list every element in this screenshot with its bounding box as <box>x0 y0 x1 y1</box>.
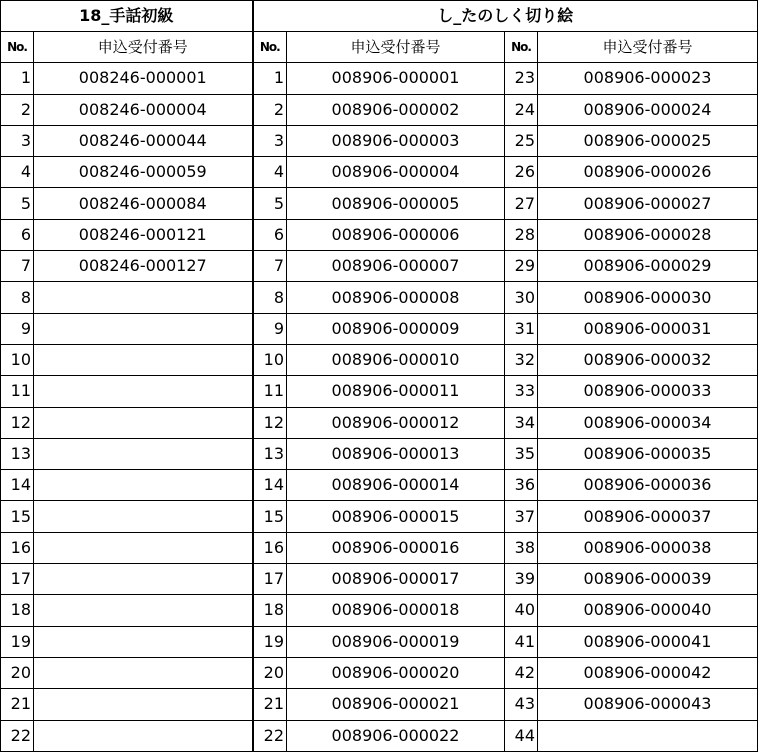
row-number: 18 <box>1 595 34 626</box>
row-number: 7 <box>253 251 287 282</box>
registration-code <box>34 657 253 688</box>
registration-code: 008906-000003 <box>287 125 505 156</box>
row-number: 28 <box>505 219 538 250</box>
row-number: 15 <box>253 501 287 532</box>
row-number: 36 <box>505 470 538 501</box>
registration-code: 008906-000007 <box>287 251 505 282</box>
row-number: 14 <box>1 470 34 501</box>
table-row <box>1 282 758 313</box>
row-number: 43 <box>505 689 538 720</box>
registration-code: 008246-000059 <box>34 157 253 188</box>
registration-code <box>34 407 253 438</box>
registration-code <box>34 532 253 563</box>
row-number: 10 <box>1 344 34 375</box>
registration-code: 008906-000012 <box>287 407 505 438</box>
row-number: 3 <box>1 125 34 156</box>
row-number: 30 <box>505 282 538 313</box>
row-number: 14 <box>253 470 287 501</box>
registration-code: 008906-000001 <box>287 63 505 94</box>
row-number: 27 <box>505 188 538 219</box>
table-row <box>1 251 758 282</box>
row-number: 1 <box>253 63 287 94</box>
registration-code <box>34 626 253 657</box>
header-no: No. <box>253 32 287 63</box>
registration-code: 008906-000035 <box>538 438 758 469</box>
registration-code: 008906-000040 <box>538 595 758 626</box>
registration-code: 008906-000036 <box>538 470 758 501</box>
registration-code: 008906-000009 <box>287 313 505 344</box>
registration-code: 008906-000023 <box>538 63 758 94</box>
table-row <box>1 94 758 125</box>
registration-code <box>34 438 253 469</box>
row-number: 9 <box>253 313 287 344</box>
registration-code <box>34 344 253 375</box>
row-number: 29 <box>505 251 538 282</box>
row-number: 26 <box>505 157 538 188</box>
row-number: 34 <box>505 407 538 438</box>
row-number: 6 <box>253 219 287 250</box>
table-row <box>1 564 758 595</box>
row-number: 13 <box>1 438 34 469</box>
registration-code: 008906-000010 <box>287 344 505 375</box>
registration-code: 008906-000034 <box>538 407 758 438</box>
row-number: 1 <box>1 63 34 94</box>
table-row <box>1 470 758 501</box>
row-number: 37 <box>505 501 538 532</box>
registration-code <box>34 564 253 595</box>
table-row <box>1 376 758 407</box>
row-number: 4 <box>1 157 34 188</box>
header-code: 申込受付番号 <box>538 32 758 63</box>
row-number: 13 <box>253 438 287 469</box>
registration-code: 008906-000022 <box>287 720 505 751</box>
section-title-left: 18_手話初級 <box>1 1 253 32</box>
row-number: 11 <box>1 376 34 407</box>
row-number: 24 <box>505 94 538 125</box>
row-number: 32 <box>505 344 538 375</box>
row-number: 16 <box>1 532 34 563</box>
table-row <box>1 501 758 532</box>
header-no: No. <box>1 32 34 63</box>
header-code: 申込受付番号 <box>34 32 253 63</box>
registration-code: 008906-000032 <box>538 344 758 375</box>
registration-code: 008906-000037 <box>538 501 758 532</box>
registration-code <box>34 689 253 720</box>
registration-code <box>538 720 758 751</box>
registration-code: 008906-000014 <box>287 470 505 501</box>
registration-code: 008906-000025 <box>538 125 758 156</box>
registration-code: 008906-000039 <box>538 564 758 595</box>
row-number: 3 <box>253 125 287 156</box>
registration-code: 008906-000028 <box>538 219 758 250</box>
row-number: 23 <box>505 63 538 94</box>
row-number: 21 <box>253 689 287 720</box>
registration-code: 008246-000127 <box>34 251 253 282</box>
row-number: 8 <box>253 282 287 313</box>
row-number: 21 <box>1 689 34 720</box>
section-title-right: し_たのしく切り絵 <box>253 1 758 32</box>
registration-code: 008906-000043 <box>538 689 758 720</box>
registration-code: 008906-000016 <box>287 532 505 563</box>
registration-code: 008246-000001 <box>34 63 253 94</box>
row-number: 20 <box>1 657 34 688</box>
row-number: 8 <box>1 282 34 313</box>
row-number: 11 <box>253 376 287 407</box>
table-row <box>1 626 758 657</box>
registration-code <box>34 376 253 407</box>
row-number: 38 <box>505 532 538 563</box>
registration-code: 008246-000121 <box>34 219 253 250</box>
row-number: 6 <box>1 219 34 250</box>
registration-code: 008906-000002 <box>287 94 505 125</box>
registration-code: 008906-000005 <box>287 188 505 219</box>
row-number: 39 <box>505 564 538 595</box>
row-number: 22 <box>253 720 287 751</box>
row-number: 17 <box>253 564 287 595</box>
row-number: 33 <box>505 376 538 407</box>
registration-code: 008906-000019 <box>287 626 505 657</box>
row-number: 19 <box>253 626 287 657</box>
table-row <box>1 438 758 469</box>
row-number: 10 <box>253 344 287 375</box>
table-row <box>1 595 758 626</box>
header-no: No. <box>505 32 538 63</box>
registration-code: 008906-000017 <box>287 564 505 595</box>
row-number: 12 <box>1 407 34 438</box>
row-number: 12 <box>253 407 287 438</box>
row-number: 44 <box>505 720 538 751</box>
registration-code: 008906-000042 <box>538 657 758 688</box>
row-number: 20 <box>253 657 287 688</box>
registration-code <box>34 313 253 344</box>
table-row <box>1 219 758 250</box>
row-number: 16 <box>253 532 287 563</box>
registration-code: 008906-000006 <box>287 219 505 250</box>
table-row <box>1 344 758 375</box>
registration-code: 008906-000015 <box>287 501 505 532</box>
registration-code <box>34 595 253 626</box>
registration-code: 008906-000027 <box>538 188 758 219</box>
registration-code <box>34 282 253 313</box>
table-row <box>1 313 758 344</box>
registration-code: 008906-000011 <box>287 376 505 407</box>
row-number: 40 <box>505 595 538 626</box>
registration-code: 008906-000041 <box>538 626 758 657</box>
registration-code: 008246-000004 <box>34 94 253 125</box>
row-number: 7 <box>1 251 34 282</box>
table-row <box>1 125 758 156</box>
registration-code: 008906-000030 <box>538 282 758 313</box>
registration-code: 008246-000044 <box>34 125 253 156</box>
registration-code: 008246-000084 <box>34 188 253 219</box>
registration-code: 008906-000008 <box>287 282 505 313</box>
row-number: 25 <box>505 125 538 156</box>
row-number: 15 <box>1 501 34 532</box>
registration-code <box>34 470 253 501</box>
row-number: 41 <box>505 626 538 657</box>
row-number: 31 <box>505 313 538 344</box>
row-number: 17 <box>1 564 34 595</box>
registration-code: 008906-000021 <box>287 689 505 720</box>
registration-code <box>34 501 253 532</box>
table-row <box>1 657 758 688</box>
registration-code <box>34 720 253 751</box>
row-number: 22 <box>1 720 34 751</box>
row-number: 9 <box>1 313 34 344</box>
row-number: 35 <box>505 438 538 469</box>
registration-code: 008906-000031 <box>538 313 758 344</box>
header-code: 申込受付番号 <box>287 32 505 63</box>
row-number: 5 <box>1 188 34 219</box>
table-row <box>1 407 758 438</box>
row-number: 19 <box>1 626 34 657</box>
registration-code: 008906-000004 <box>287 157 505 188</box>
table-row <box>1 689 758 720</box>
row-number: 5 <box>253 188 287 219</box>
table-row <box>1 157 758 188</box>
registration-code: 008906-000029 <box>538 251 758 282</box>
registration-code: 008906-000020 <box>287 657 505 688</box>
registration-code: 008906-000026 <box>538 157 758 188</box>
row-number: 42 <box>505 657 538 688</box>
row-number: 2 <box>253 94 287 125</box>
registration-code: 008906-000013 <box>287 438 505 469</box>
table-row <box>1 720 758 751</box>
registration-code: 008906-000018 <box>287 595 505 626</box>
table-row <box>1 188 758 219</box>
table-row <box>1 532 758 563</box>
section-title-row <box>1 1 758 32</box>
row-number: 2 <box>1 94 34 125</box>
registration-code: 008906-000024 <box>538 94 758 125</box>
table-row <box>1 63 758 94</box>
row-number: 18 <box>253 595 287 626</box>
column-header-row <box>1 32 758 63</box>
registration-code: 008906-000033 <box>538 376 758 407</box>
row-number: 4 <box>253 157 287 188</box>
registration-code: 008906-000038 <box>538 532 758 563</box>
